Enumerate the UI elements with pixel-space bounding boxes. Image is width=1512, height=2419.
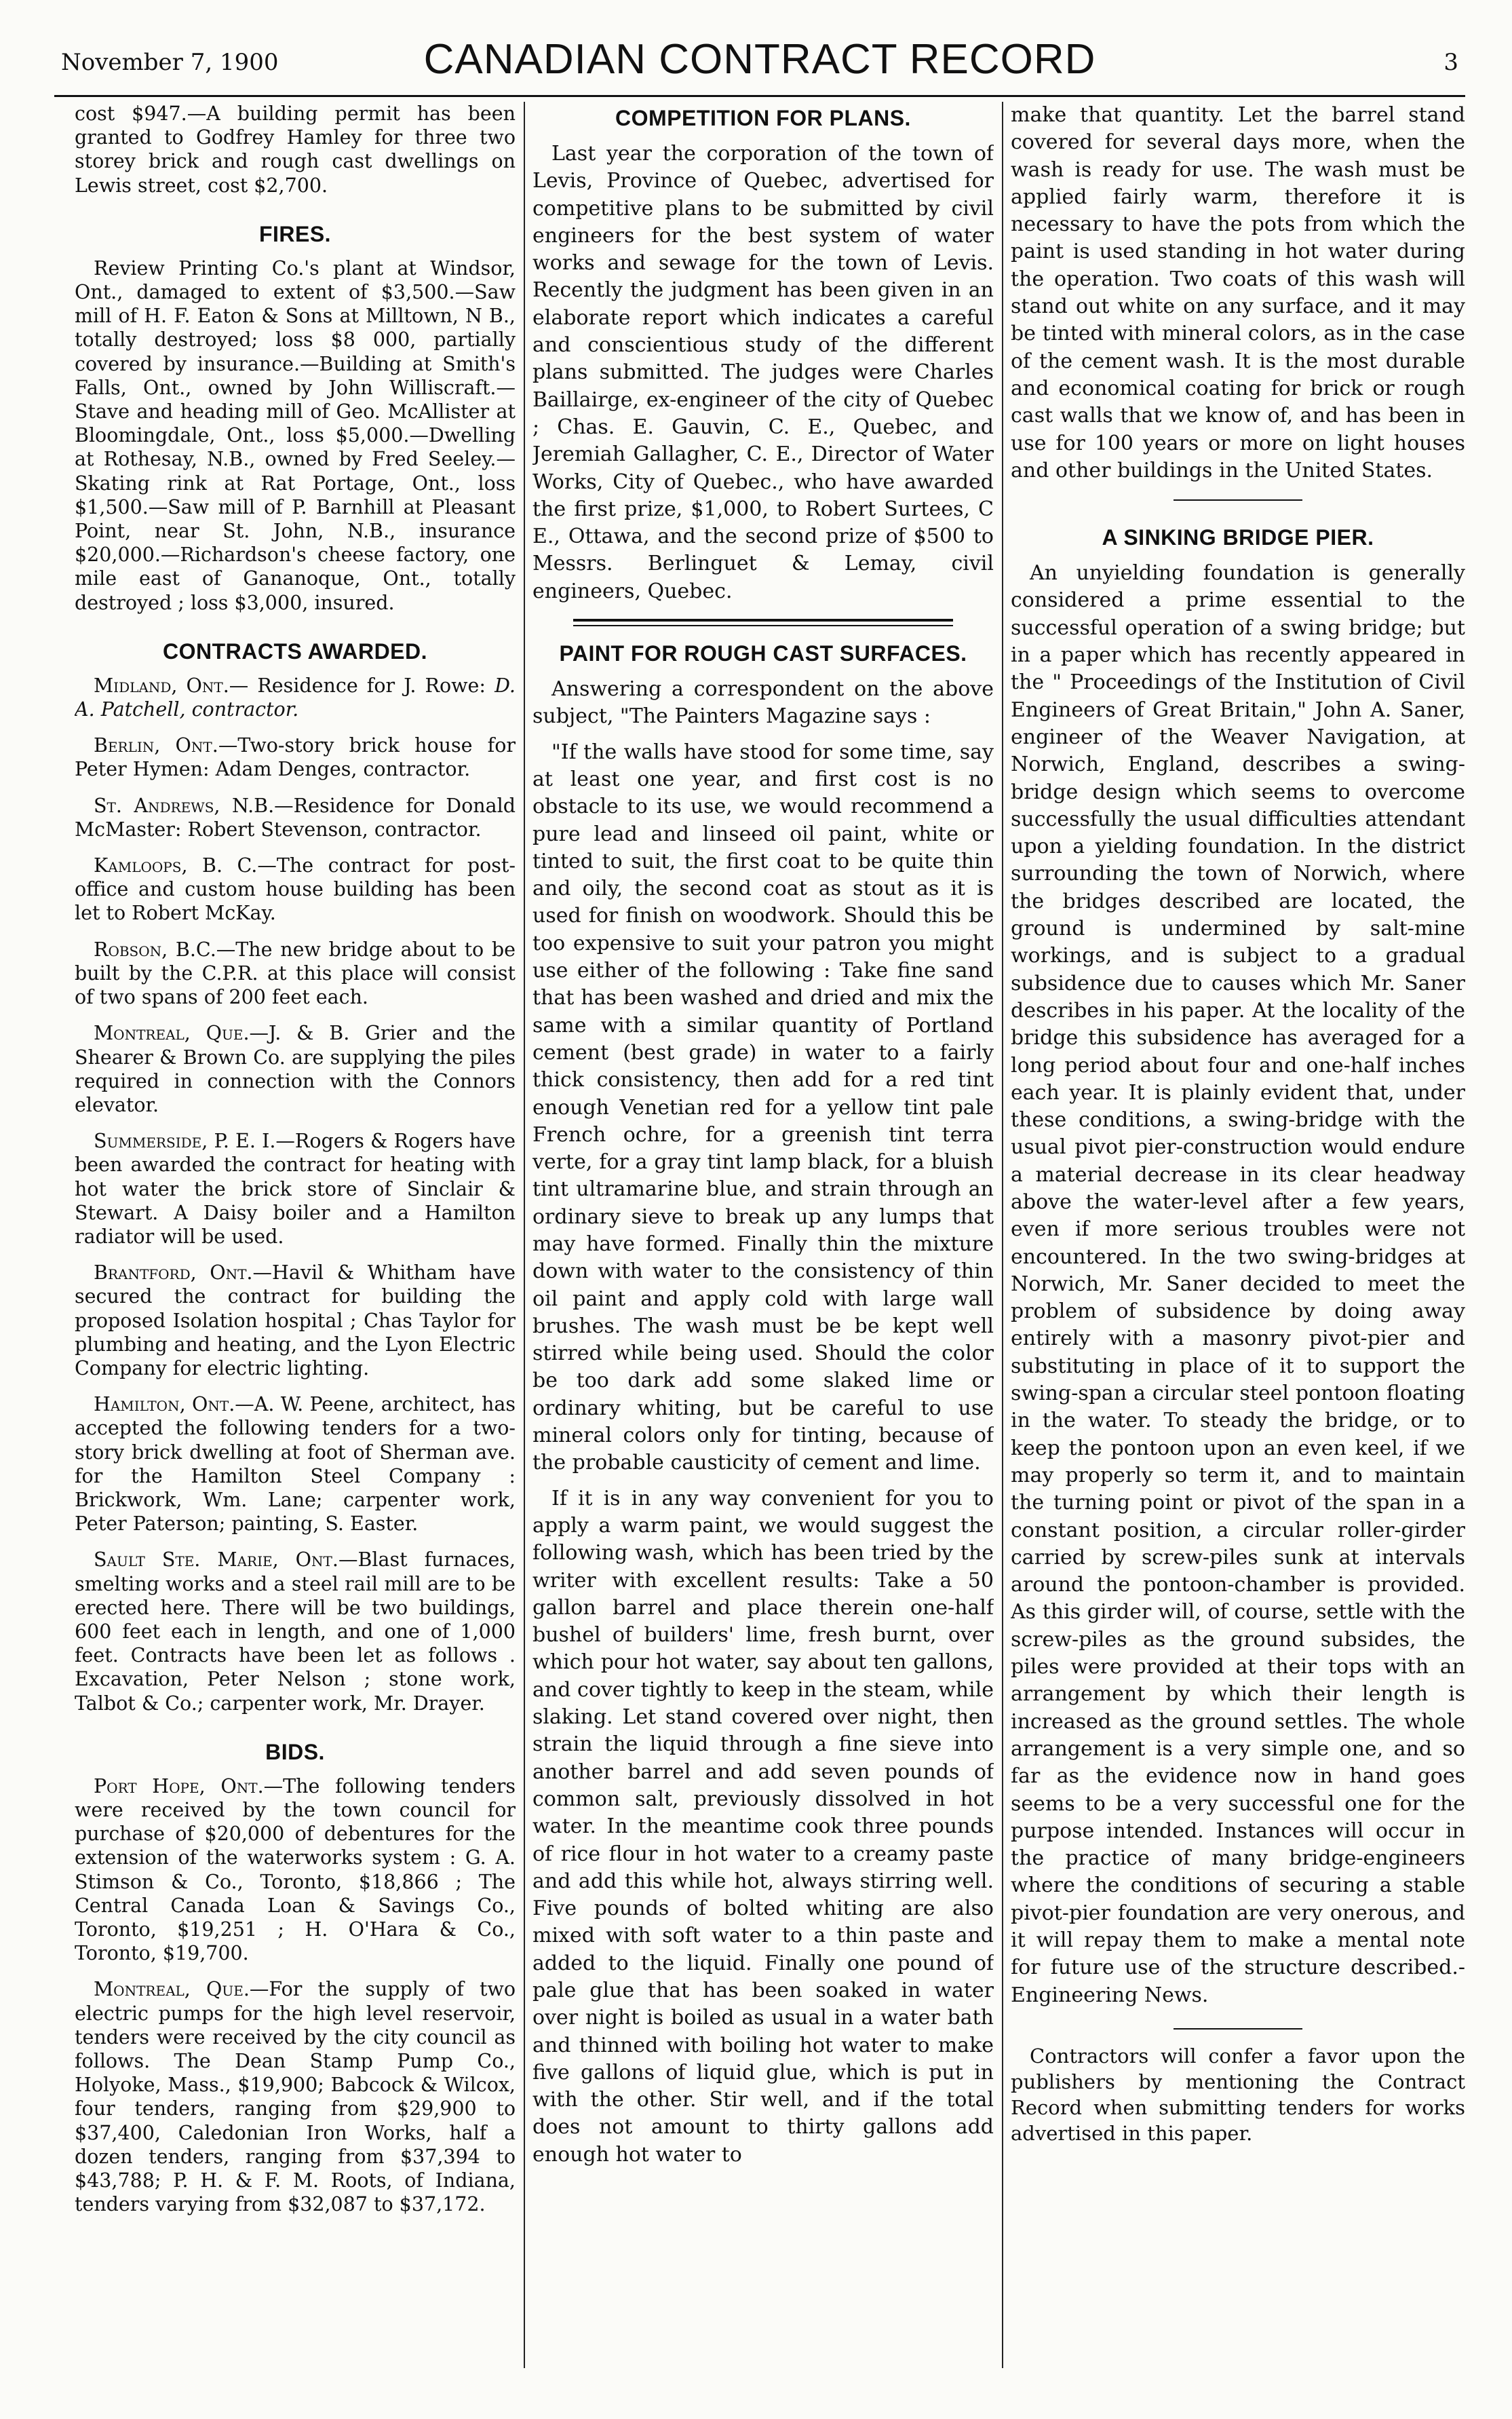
contract-place: Montreal, Que. xyxy=(94,1022,250,1045)
contract-item xyxy=(75,1261,516,1380)
paint-paragraph: If it is in any way convenient for you to apply a warm paint, we would suggest the following wash, which has been tried by the writer with excellent results: Take a 50 gallon barrel and place therein one-half bushel of builders' lime, fresh burnt, over which pour hot water, say about ten gallons, and cover tightly to keep in the steam, while slaking. Let stand covered over night, then strain the liquid through a fine sieve into another barrel and add seven pounds of common salt, previously dissolved in hot water. In the meantime cook three pounds of rice flour in hot water to a creamy paste and add this while hot, always stirring well. Five pounds of bolted whiting are also mixed with soft water to a thin paste and added to the liquid. Finally one pound of pale glue that has been soaked in water over night is boiled as usual in a water bath and thinned with boiling hot water to make five gallons of liquid glue, which is put in with the other. Stir well, and if the total does not amount to thirty gallons add enough hot water to xyxy=(532,1486,994,2167)
publication-title: CANADIAN CONTRACT RECORD xyxy=(423,36,1096,83)
contract-place: Summerside, P. E. I. xyxy=(94,1130,276,1153)
paint-heading: PAINT FOR ROUGH CAST SURFACES. xyxy=(559,641,967,666)
paint-continuation: make that quantity. Let the barrel stand covered for several days more, when the wash is ready for use. The wash must be applied fairly warm, therefore it is necessary to have the pots from which the paint is used standing in hot water during the operation. Two coats of this wash will stand out white on any surface, and it may be tinted with mineral colors, as in the case of the cement wash. It is the most durable and economical coating for brick or rough cast walls that we know of, and has been in use for 100 years or more on light houses and other buildings in the United States. xyxy=(1011,103,1465,482)
contract-place: Sault Ste. Marie, Ont. xyxy=(94,1548,338,1572)
contract-item xyxy=(75,734,516,781)
column-middle xyxy=(532,102,994,2395)
fires-heading: FIRES. xyxy=(258,221,332,246)
section-divider xyxy=(573,619,953,626)
contract-place: Berlin, Ont. xyxy=(94,734,218,757)
contract-item xyxy=(75,938,516,1010)
contract-text: —The contract for post-office and custom house building has been let to Robert McKay. xyxy=(75,854,516,925)
contracts-awarded-heading: CONTRACTS AWARDED. xyxy=(162,639,428,664)
section-divider xyxy=(1174,499,1302,501)
building-permit-item: cost $947.—A building permit has been granted to Godfrey Hamley for three two storey brick and rough cast dwellings on Lewis street, cost $2,700. xyxy=(75,102,516,197)
bid-text: —The following tenders were received by the town council for purchase of $20,000 of debentures for the extension of the waterworks system : G. A. Stimson & Co., Toronto, $18,866 ; The Central Canada Loan & Savings Co., Toronto, $19,251 ; H. O'Hara & Co., Toronto, $19,700. xyxy=(75,1774,516,1965)
contract-text: —Havil & Whitham have secured the contract for building the proposed Isolation hospital ; Chas Taylor for plumbing and heating, and the Lyon Electric Company for electric lighting. xyxy=(75,1261,516,1379)
contract-place: Midland, Ont. xyxy=(94,674,229,697)
contract-text: —Two-story brick house for Peter Hymen: Adam Denges, contractor. xyxy=(75,734,516,781)
sinking-pier-article: An unyielding foundation is generally considered a prime essential to the successful operation of a swing bridge; but in a paper which has recently appeared in the " Proceedings of the Institution of Civil Engineers of Great Britain," John A. Saner, engineer of the Weaver Navigation, at Norwich, England, describes a swing-bridge design which seems to overcome successfully the usual difficulties attendant upon a yielding foundation. In the district surrounding the town of Norwich, where the bridges described are located, the ground is undermined by salt-mine workings, and is subject to a gradual subsidence due to causes which Mr. Saner describes in his paper. At the locality of the bridge this subsidence has averaged for a long period about four and one-half inches each year. It is plainly evident that, under these conditions, a swing-bridge with the usual pivot pier-construction would endure a material decrease in its clear headway above the water-level after a few years, even if more serious troubles were not encountered. In the two swing-bridges at Norwich, Mr. Saner decided to meet the problem of subsidence by doing away entirely with a masonry pivot-pier and substituting in place of it to support the swing-span a circular steel pontoon floating in the water. To steady the bridge, or to keep the pontoon upon an even keel, if we may properly so term it, and to maintain the turning point or pivot of the span in a constant position, a circular roller-girder carried by screw-piles sunk at intervals around the pontoon-chamber is provided. As this girder will, of course, settle with the screw-piles as the ground subsides, the piles were provided at their tops with an arrangement by which their length is increased as the ground settles. The whole arrangement is a very simple one, and so far as the evidence now in hand goes seems to be a very successful one for the purpose intended. Instances will occur in the practice of many bridge-engineers where the conditions of securing a stable pivot-pier foundation are very onerous, and it will repay them to make a mental note for future use of the structure described.- Engineering News. xyxy=(1011,561,1465,2007)
contract-item xyxy=(75,794,516,841)
contracts-list xyxy=(75,674,516,1715)
contract-place: Brantford, Ont. xyxy=(94,1261,253,1284)
page-number: 3 xyxy=(1443,49,1458,76)
contract-item xyxy=(75,1392,516,1536)
column-divider xyxy=(1002,102,1003,2368)
contract-item xyxy=(75,1129,516,1249)
column-divider xyxy=(524,102,525,2368)
contract-text: —Rogers & Rogers have been awarded the contract for heating with hot water the brick store of Sinclair & Stewart. A Daisy boiler and a Hamilton radiator will be used. xyxy=(75,1130,516,1248)
bid-item xyxy=(75,1774,516,1966)
sinking-pier-heading: A SINKING BRIDGE PIER. xyxy=(1102,525,1374,550)
contract-text: —The new bridge about to be built by the C.P.R. at this place will consist of two spans of 200 feet each. xyxy=(75,938,516,1009)
contract-text: —Residence for Donald McMaster: Robert Stevenson, contractor. xyxy=(75,794,516,841)
bid-item xyxy=(75,1977,516,2216)
contract-text: —Blast furnaces, smelting works and a steel rail mill are to be erected here. There will be two buildings, 600 feet each in length, and one of 1,000 feet. Contracts have been let as follows . Excavation, Peter Nelson ; stone work, Talbot & Co.; carpenter work, Mr. Drayer. xyxy=(75,1548,516,1715)
contract-item xyxy=(75,854,516,926)
bids-heading: BIDS. xyxy=(265,1739,325,1764)
paint-intro: Answering a correspondent on the above subject, "The Painters Magazine says : xyxy=(532,677,994,729)
contract-item xyxy=(75,1021,516,1117)
issue-date: November 7, 1900 xyxy=(61,49,279,76)
contract-place: Robson, B.C. xyxy=(94,938,216,961)
column-right xyxy=(1011,102,1465,2395)
contract-place: St. Andrews, N.B. xyxy=(94,794,275,817)
bid-text: —For the supply of two electric pumps for the high level reservoir, tenders were received by the city council as follows. The Dean Stamp Pump Co., Holyoke, Mass., $19,900; Babcock & Wilcox, four tenders, ranging from $29,900 to $37,400, Caledonian Iron Works, half a dozen tenders, ranging from $37,394 to $43,788; P. H. & F. M. Roots, of Indiana, tenders varying from $32,087 to $37,172. xyxy=(75,1978,516,2216)
paint-paragraph: "If the walls have stood for some time, say at least one year, and first cost is no obstacle to its use, we would recommend a pure lead and linseed oil paint, white or tinted to suit, the first coat to be quite thin and oily, the second coat as stout as it is used for finish on woodwork. Should this be too expensive to suit your patron you might use either of the following : Take fine sand that has been washed and dried and mix the same with a similar quantity of Portland cement (best grade) in water to a fairly thick consistency, then add for a red tint enough Venetian red for a yellow tint pale French ochre, for a greenish tint terra verte, for a gray tint lamp black, for a bluish tint ultramarine blue, and strain through an ordinary sieve to break up any lumps that may have formed. Finally thin the mixture down with water to the consistency of thin oil paint and apply cold with large wall brushes. The wash must be be kept well stirred while being used. Should the color be too dark add some slaked lime or ordinary whiting, but be careful to use mineral colors only for tinting, because of the probable causticity of cement and lime. xyxy=(532,740,994,1475)
contract-place: Hamilton, Ont. xyxy=(94,1393,235,1416)
competition-heading: COMPETITION FOR PLANS. xyxy=(615,106,911,130)
fires-article: Review Printing Co.'s plant at Windsor, Ont., damaged to extent of $3,500.—Saw mill of H. F. Eaton & Sons at Milltown, N B., totally destroyed; loss $8 000, partially covered by insurance.—Building at Smith's Falls, Ont., owned by John Williscraft.—Stave and heading mill of Geo. McAllister at Bloomingdale, Ont., loss $5,000.—Dwelling at Rothesay, N.B., owned by Fred Seeley.—Skating rink at Rat Portage, Ont., loss $1,500.—Saw mill of P. Barnhill at Pleasant Point, near St. John, N.B., insurance $20,000.—Richardson's cheese factory, one mile east of Gananoque, Ont., totally destroyed ; loss $3,000, insured. xyxy=(75,256,516,614)
section-divider xyxy=(1174,2028,1302,2030)
contract-place: Kamloops, B. C. xyxy=(94,854,258,877)
bid-place: Montreal, Que. xyxy=(94,1978,250,2001)
contract-item xyxy=(75,1548,516,1715)
masthead xyxy=(54,20,1465,97)
publisher-notice: Contractors will confer a favor upon the publishers by mentioning the Contract Record when submitting tenders for works advertised in this paper. xyxy=(1011,2044,1465,2145)
column-left xyxy=(75,102,516,2395)
contract-text: — Residence for J. Rowe: xyxy=(229,674,486,697)
bid-place: Port Hope, Ont. xyxy=(94,1774,264,1797)
contract-text: —A. W. Peene, architect, has accepted the following tenders for a two-story brick dwelling at foot of Sherman ave. for the Hamilton Steel Company : Brickwork, Wm. Lane; carpenter work, Peter Paterson; painting, S. Easter. xyxy=(75,1393,516,1536)
contract-item xyxy=(75,674,516,721)
competition-article: Last year the corporation of the town of Levis, Province of Quebec, advertised for competitive plans to be submitted by civil engineers for the best system of water works and sewage for the town of Levis. Recently the judgment has been given in an elaborate report which indicates a careful and conscientious study of the different plans submitted. The judges were Charles Baillairge, ex-engineer of the city of Quebec ; Chas. E. Gauvin, C. E., Quebec, and Jeremiah Gallagher, C. E., Director of Water Works, City of Quebec., who have awarded the first prize, $1,000, to Robert Surtees, C E., Ottawa, and the second prize of $500 to Messrs. Berlinguet & Lemay, civil engineers, Quebec. xyxy=(532,142,994,603)
contract-text: —J. & B. Grier and the Shearer & Brown Co. are supplying the piles required in connection with the Connors elevator. xyxy=(75,1022,516,1116)
contract-contractor: D. A. Patchell, contractor. xyxy=(75,674,516,721)
